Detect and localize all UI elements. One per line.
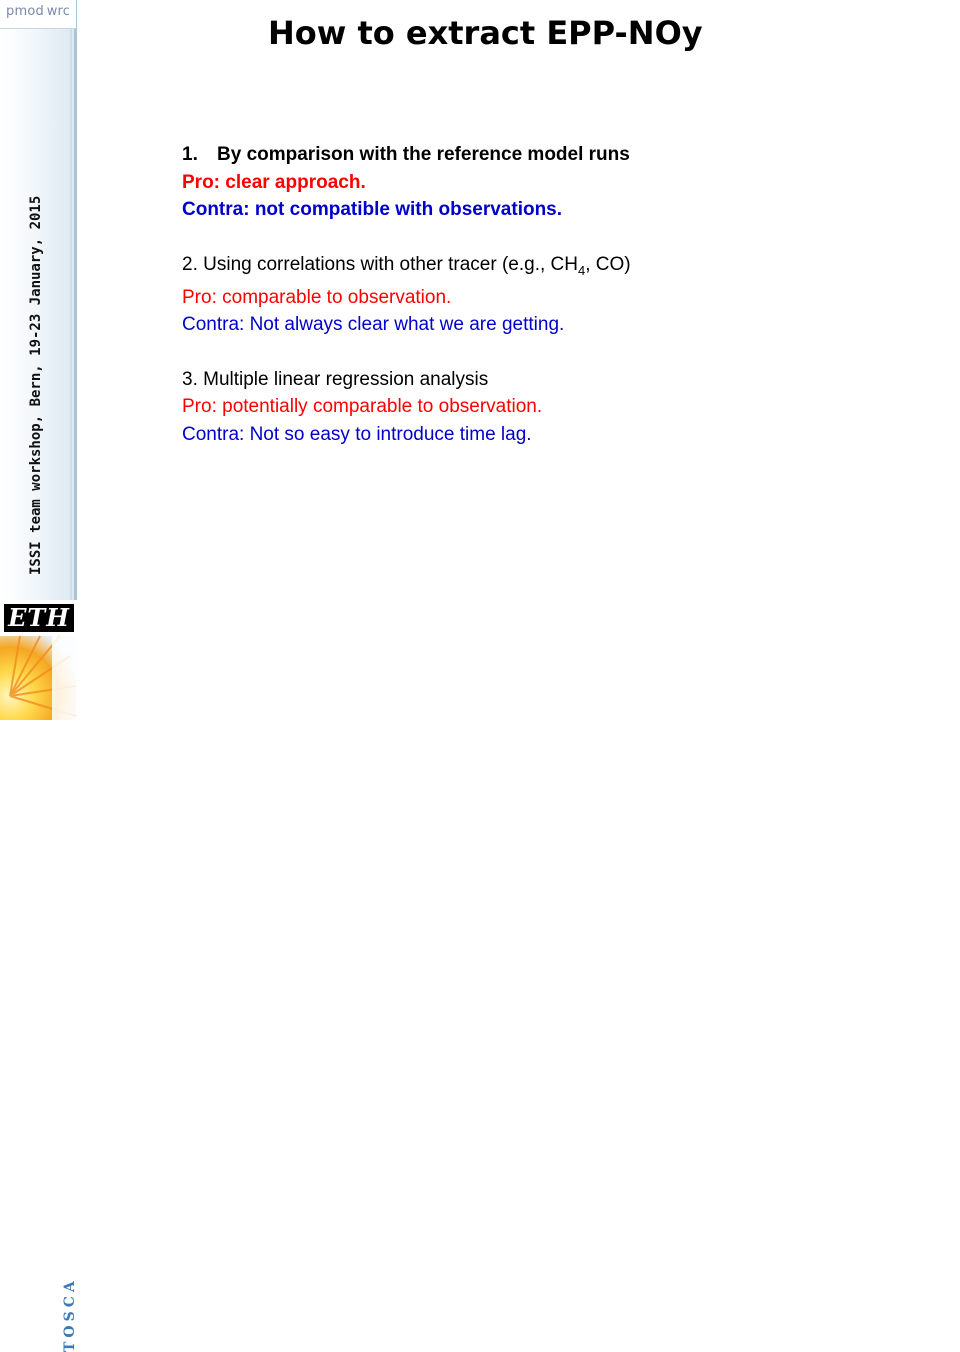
slide-content bbox=[182, 141, 942, 448]
section-2-pro: Pro: comparable to observation. bbox=[182, 286, 452, 308]
section-1-heading-text: By comparison with the reference model runs bbox=[217, 144, 630, 165]
section-spacer bbox=[182, 339, 942, 366]
section-spacer bbox=[182, 224, 942, 251]
section-1-pro: Pro: clear approach. bbox=[182, 171, 366, 193]
sidebar bbox=[0, 0, 78, 1352]
section-2-heading bbox=[182, 251, 942, 284]
section-1-number: 1. bbox=[182, 144, 198, 165]
section-2-heading-text: 2. Using correlations with other tracer (e.g., CH bbox=[182, 253, 578, 275]
slide-title: How to extract EPP-NOy bbox=[268, 14, 703, 52]
sidebar-divider bbox=[74, 0, 77, 600]
pmod-wrc-logo bbox=[0, 0, 76, 29]
tosca-logo-text: TOSCA bbox=[62, 1277, 78, 1352]
eth-logo: ETH bbox=[4, 604, 74, 632]
section-1-contra: Contra: not compatible with observations. bbox=[182, 199, 563, 220]
sidebar-divider-inner bbox=[70, 0, 72, 600]
pmod-wrc-logo-text: pmod wrc bbox=[6, 4, 71, 19]
section-2-contra: Contra: Not always clear what we are getting. bbox=[182, 314, 565, 336]
section-2-heading-subscript: 4 bbox=[578, 262, 586, 278]
section-1-heading bbox=[182, 141, 942, 169]
section-3-heading: 3. Multiple linear regression analysis bbox=[182, 368, 489, 390]
workshop-label: ISSI team workshop, Bern, 19-23 January, 2015 bbox=[28, 195, 44, 575]
section-3-pro: Pro: potentially comparable to observation. bbox=[182, 396, 543, 418]
section-2-heading-suffix: , CO) bbox=[585, 253, 631, 275]
section-3-contra: Contra: Not so easy to introduce time lag. bbox=[182, 423, 532, 445]
tosca-sunburst-icon bbox=[0, 636, 76, 720]
tosca-logo bbox=[0, 636, 78, 1352]
